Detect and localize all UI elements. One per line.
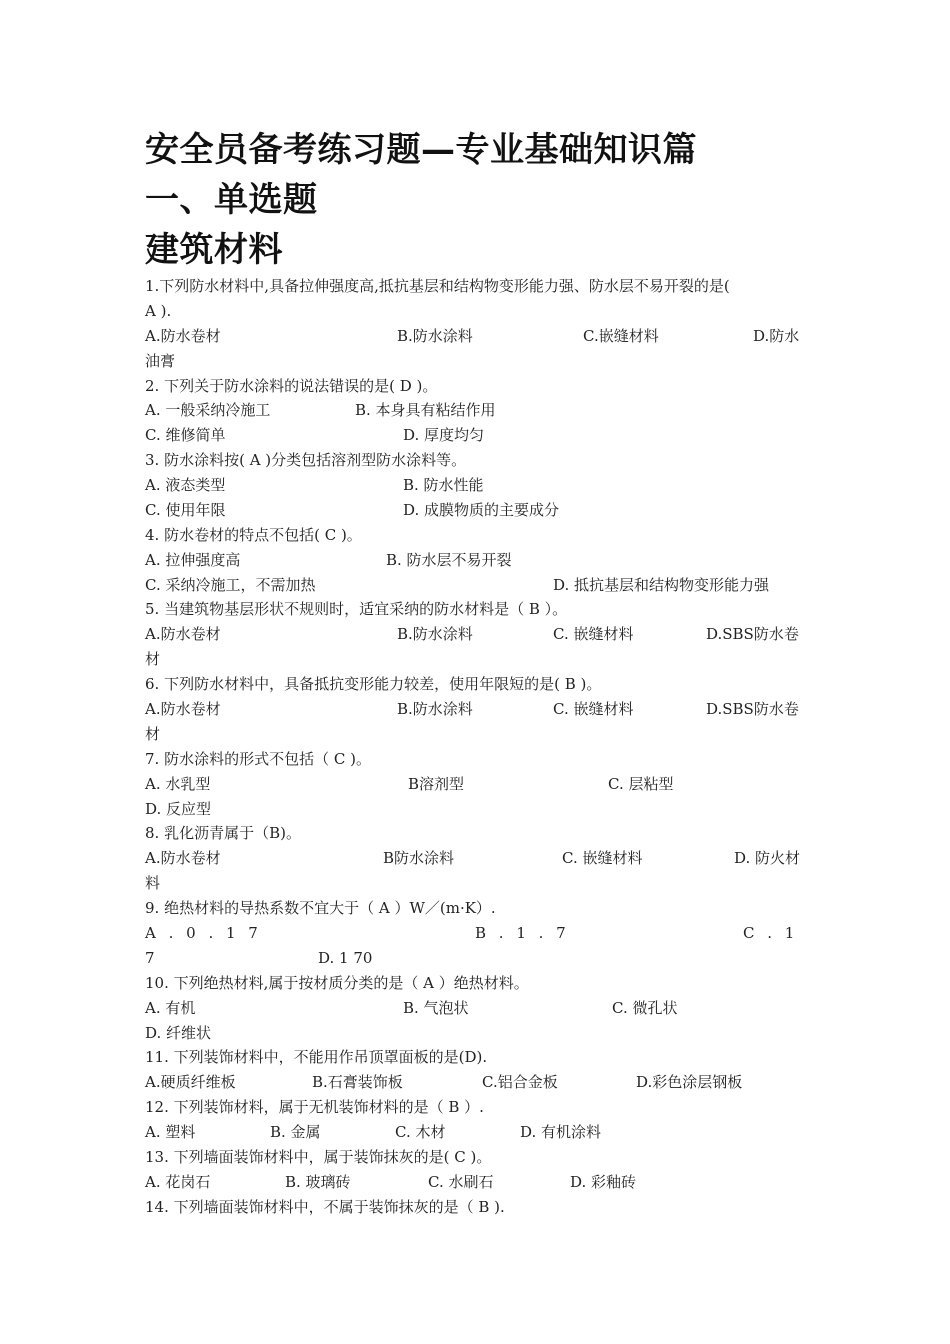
question-text: 5. 当建筑物基层形状不规则时，适宜采纳的防水材料是（ B ）。	[145, 600, 568, 618]
option-c: C. 维修简单	[145, 426, 226, 444]
question-text: 14. 下列墙面装饰材料中，不属于装饰抹灰的是（ B ).	[145, 1198, 505, 1216]
option-d: D.防水	[753, 327, 800, 345]
option-b: B. 玻璃砖	[285, 1173, 351, 1191]
option-d: D. 彩釉砖	[570, 1173, 637, 1191]
option-a: A.硬质纤维板	[145, 1073, 236, 1091]
option-d: D.SBS防水卷	[706, 700, 799, 718]
document-title: 安全员备考练习题—专业基础知识篇	[145, 130, 697, 170]
option-c: C. 水刷石	[428, 1173, 494, 1191]
option-b: B.防水涂料	[397, 700, 473, 718]
option-b: B.石膏装饰板	[312, 1073, 403, 1091]
question-text: 11. 下列装饰材料中，不能用作吊顶罩面板的是(D).	[145, 1048, 488, 1066]
question-text: 7. 防水涂料的形式不包括（ C )。	[145, 750, 371, 768]
question-text: A ).	[145, 302, 172, 320]
option-c: C. 嵌缝材料	[562, 849, 643, 867]
option-d: D. 厚度均匀	[403, 426, 485, 444]
question-text: 6. 下列防水材料中，具备抵抗变形能力较差，使用年限短的是( B )。	[145, 675, 602, 693]
option-a: A. 一般采纳冷施工	[145, 401, 271, 419]
question-text: 4. 防水卷材的特点不包括( C )。	[145, 526, 362, 544]
option-d: D. 防火材	[734, 849, 801, 867]
question-text: 10. 下列绝热材料,属于按材质分类的是（ A ）绝热材料。	[145, 974, 529, 992]
option-b: B.防水涂料	[397, 327, 473, 345]
option-a: A.防水卷材	[145, 327, 221, 345]
option-b: B溶剂型	[408, 775, 465, 793]
option-c: C. 层粘型	[608, 775, 674, 793]
option-c: C. 采纳冷施工，不需加热	[145, 576, 316, 594]
option-d: D.SBS防水卷	[706, 625, 799, 643]
option-d: D. 纤维状	[145, 1024, 212, 1042]
option-wrap: 7	[145, 949, 155, 967]
option-a: A. 有机	[145, 999, 196, 1017]
option-a: A. 水乳型	[145, 775, 211, 793]
option-b: B. 防水层不易开裂	[386, 551, 512, 569]
option-a: A.防水卷材	[145, 849, 221, 867]
option-c: C.铝合金板	[482, 1073, 558, 1091]
option-d: D. 成膜物质的主要成分	[403, 501, 560, 519]
option-b: B . 1 . 7	[475, 924, 566, 942]
option-a: A. 花岗石	[145, 1173, 211, 1191]
option-d: D.彩色涂层钢板	[636, 1073, 743, 1091]
option-a: A. 液态类型	[145, 476, 226, 494]
option-c: C. 嵌缝材料	[553, 700, 634, 718]
option-b: B.防水涂料	[397, 625, 473, 643]
option-wrap: 材	[145, 650, 161, 668]
option-b: B. 金属	[270, 1123, 321, 1141]
option-b: B. 气泡状	[403, 999, 469, 1017]
option-c: C. 木材	[395, 1123, 446, 1141]
option-d: D. 1 70	[318, 949, 373, 967]
question-text: 12. 下列装饰材料，属于无机装饰材料的是（ B ）.	[145, 1098, 484, 1116]
question-text: 1.下列防水材料中,具备拉伸强度高,抵抗基层和结构物变形能力强、防水层不易开裂的是(	[145, 277, 730, 295]
option-d: D. 反应型	[145, 800, 212, 818]
option-b: B. 本身具有粘结作用	[355, 401, 496, 419]
option-wrap: 油膏	[145, 352, 176, 370]
subsection-heading: 建筑材料	[145, 230, 283, 270]
option-a: A . 0 . 1 7	[145, 924, 258, 942]
question-text: 9. 绝热材料的导热系数不宜大于（ A ）W／(m·K）.	[145, 899, 496, 917]
option-b: B防水涂料	[383, 849, 455, 867]
question-text: 2. 下列关于防水涂料的说法错误的是( D )。	[145, 377, 438, 395]
option-c: C.嵌缝材料	[583, 327, 659, 345]
question-text: 13. 下列墙面装饰材料中，属于装饰抹灰的是( C )。	[145, 1148, 492, 1166]
section-heading: 一、单选题	[145, 180, 318, 220]
option-a: A. 拉伸强度高	[145, 551, 241, 569]
option-c: C. 使用年限	[145, 501, 226, 519]
option-a: A.防水卷材	[145, 700, 221, 718]
option-c: C . 1	[743, 924, 795, 942]
question-text: 8. 乳化沥青属于（B)。	[145, 824, 301, 842]
option-d: D. 有机涂料	[520, 1123, 602, 1141]
option-c: C. 嵌缝材料	[553, 625, 634, 643]
option-a: A.防水卷材	[145, 625, 221, 643]
option-d: D. 抵抗基层和结构物变形能力强	[553, 576, 770, 594]
option-a: A. 塑料	[145, 1123, 196, 1141]
option-wrap: 材	[145, 725, 161, 743]
option-b: B. 防水性能	[403, 476, 484, 494]
question-text: 3. 防水涂料按( A )分类包括溶剂型防水涂料等。	[145, 451, 467, 469]
option-c: C. 微孔状	[612, 999, 678, 1017]
option-wrap: 料	[145, 874, 161, 892]
